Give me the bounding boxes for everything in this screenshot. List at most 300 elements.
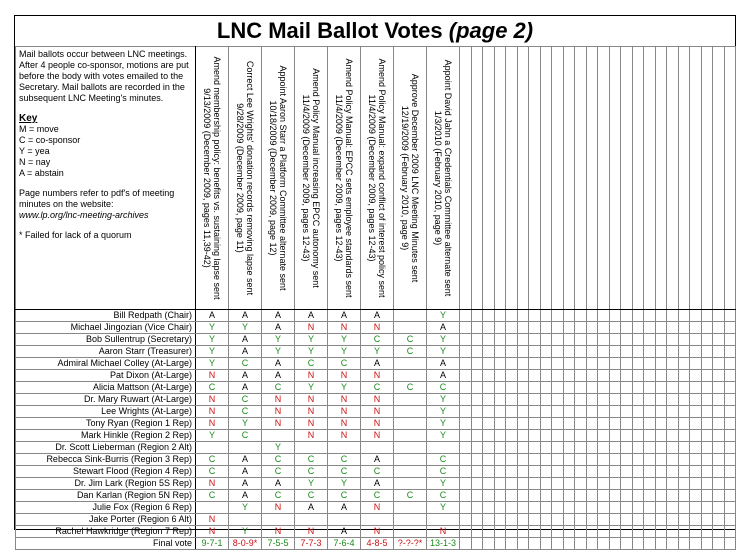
empty-cell (540, 466, 552, 478)
empty-cell (586, 514, 598, 526)
empty-header-cell (621, 47, 633, 310)
empty-cell (598, 478, 610, 490)
empty-cell (575, 418, 587, 430)
empty-cell (586, 442, 598, 454)
vote-cell: A (196, 310, 229, 322)
member-name: Dan Karlan (Region 5N Rep) (16, 490, 196, 502)
empty-cell (517, 478, 529, 490)
vote-cell: N (295, 322, 328, 334)
empty-cell (460, 526, 472, 538)
empty-cell (713, 346, 725, 358)
vote-cell: Y (328, 334, 361, 346)
vote-cell: C (262, 382, 295, 394)
empty-cell (598, 442, 610, 454)
empty-cell (713, 502, 725, 514)
vote-cell: C (394, 490, 427, 502)
empty-cell (483, 430, 495, 442)
empty-cell (598, 430, 610, 442)
empty-cell (575, 442, 587, 454)
empty-cell (632, 526, 644, 538)
vote-cell: N (196, 478, 229, 490)
empty-cell (506, 382, 518, 394)
empty-cell (517, 538, 529, 550)
empty-cell (724, 466, 736, 478)
empty-cell (678, 358, 690, 370)
empty-cell (529, 322, 541, 334)
empty-cell (644, 418, 656, 430)
empty-cell (724, 322, 736, 334)
final-vote-result: 9-7-1 (196, 538, 229, 550)
empty-cell (678, 406, 690, 418)
empty-cell (644, 502, 656, 514)
empty-cell (701, 490, 713, 502)
empty-cell (471, 358, 483, 370)
vote-cell: C (361, 382, 394, 394)
final-vote-result: ?-?-?* (394, 538, 427, 550)
empty-cell (471, 502, 483, 514)
empty-cell (540, 310, 552, 322)
empty-cell (506, 442, 518, 454)
empty-cell (690, 430, 702, 442)
empty-cell (667, 406, 679, 418)
empty-cell (724, 442, 736, 454)
empty-cell (586, 454, 598, 466)
empty-cell (724, 430, 736, 442)
empty-cell (586, 370, 598, 382)
empty-cell (644, 322, 656, 334)
empty-cell (609, 334, 621, 346)
empty-cell (609, 538, 621, 550)
empty-cell (701, 406, 713, 418)
empty-cell (529, 370, 541, 382)
empty-cell (690, 442, 702, 454)
empty-header-cell (552, 47, 564, 310)
empty-cell (724, 454, 736, 466)
vote-cell: C (328, 466, 361, 478)
vote-cell: Y (328, 346, 361, 358)
vote-cell: Y (427, 418, 460, 430)
vote-cell: Y (427, 310, 460, 322)
vote-cell: Y (427, 430, 460, 442)
empty-cell (690, 526, 702, 538)
empty-cell (483, 514, 495, 526)
empty-cell (713, 370, 725, 382)
empty-cell (598, 394, 610, 406)
empty-cell (529, 538, 541, 550)
member-row (16, 310, 736, 322)
empty-cell (598, 310, 610, 322)
vote-cell: N (361, 502, 394, 514)
empty-cell (724, 478, 736, 490)
empty-cell (460, 346, 472, 358)
empty-cell (586, 394, 598, 406)
empty-cell (552, 406, 564, 418)
empty-cell (517, 370, 529, 382)
empty-header-cell (609, 47, 621, 310)
member-row (16, 346, 736, 358)
empty-cell (655, 310, 667, 322)
empty-cell (575, 370, 587, 382)
empty-cell (609, 322, 621, 334)
vote-cell: A (361, 478, 394, 490)
vote-cell: N (361, 526, 394, 538)
key-item-abstain: A = abstain (19, 168, 64, 178)
empty-cell (586, 322, 598, 334)
member-row (16, 406, 736, 418)
empty-cell (655, 370, 667, 382)
vote-cell: Y (196, 334, 229, 346)
title-main: LNC Mail Ballot Votes (216, 18, 443, 43)
final-vote-result: 7-6-4 (328, 538, 361, 550)
empty-cell (540, 406, 552, 418)
empty-cell (598, 382, 610, 394)
empty-cell (644, 310, 656, 322)
empty-cell (678, 370, 690, 382)
empty-cell (586, 490, 598, 502)
vote-cell: N (295, 394, 328, 406)
empty-cell (655, 442, 667, 454)
empty-cell (632, 310, 644, 322)
empty-cell (517, 526, 529, 538)
empty-cell (575, 406, 587, 418)
vote-cell: C (427, 490, 460, 502)
vote-cell: N (262, 502, 295, 514)
vote-cell: Y (262, 334, 295, 346)
empty-cell (713, 334, 725, 346)
empty-cell (575, 382, 587, 394)
vote-cell: C (394, 382, 427, 394)
empty-cell (575, 454, 587, 466)
vote-cell (361, 514, 394, 526)
intro-paragraph: Mail ballots occur between LNC meetings. After 4 people co-sponsor, motions are put before the body with votes emailed to the Secretary. Mail ballots are recorded in the subsequent LNC Meeting's minutes. (19, 49, 189, 103)
empty-cell (517, 406, 529, 418)
empty-cell (460, 454, 472, 466)
vote-cell: A (295, 310, 328, 322)
empty-cell (713, 526, 725, 538)
empty-cell (598, 538, 610, 550)
empty-cell (655, 502, 667, 514)
empty-cell (644, 430, 656, 442)
empty-header-cell (655, 47, 667, 310)
empty-cell (598, 334, 610, 346)
empty-cell (471, 382, 483, 394)
motion-text: Appoint Aaron Starr a Platform Committee alternate sent 10/18/2009 (December 2009, page 12) (268, 65, 288, 291)
empty-cell (563, 430, 575, 442)
empty-cell (552, 538, 564, 550)
empty-cell (598, 514, 610, 526)
empty-cell (586, 526, 598, 538)
empty-cell (655, 418, 667, 430)
empty-cell (667, 454, 679, 466)
empty-cell (529, 382, 541, 394)
empty-cell (724, 490, 736, 502)
vote-cell: C (361, 334, 394, 346)
empty-cell (724, 358, 736, 370)
vote-cell (295, 514, 328, 526)
empty-cell (632, 514, 644, 526)
empty-cell (494, 514, 506, 526)
empty-cell (632, 406, 644, 418)
vote-cell: Y (427, 502, 460, 514)
empty-cell (471, 334, 483, 346)
empty-cell (483, 538, 495, 550)
empty-cell (563, 310, 575, 322)
vote-cell: Y (328, 478, 361, 490)
empty-cell (506, 454, 518, 466)
vote-cell: N (295, 418, 328, 430)
empty-cell (713, 430, 725, 442)
vote-cell (196, 442, 229, 454)
empty-cell (575, 394, 587, 406)
empty-cell (540, 394, 552, 406)
empty-cell (609, 382, 621, 394)
empty-cell (701, 334, 713, 346)
vote-cell: N (196, 514, 229, 526)
empty-cell (563, 394, 575, 406)
vote-cell (262, 430, 295, 442)
empty-cell (690, 382, 702, 394)
member-name: Bob Sullentrup (Secretary) (16, 334, 196, 346)
empty-cell (540, 418, 552, 430)
vote-cell: A (295, 502, 328, 514)
empty-cell (563, 538, 575, 550)
empty-cell (460, 442, 472, 454)
empty-cell (621, 478, 633, 490)
empty-cell (713, 382, 725, 394)
vote-cell: C (427, 466, 460, 478)
empty-cell (644, 346, 656, 358)
empty-cell (494, 478, 506, 490)
vote-cell: A (262, 310, 295, 322)
empty-cell (621, 310, 633, 322)
empty-cell (494, 346, 506, 358)
empty-cell (540, 382, 552, 394)
empty-cell (724, 382, 736, 394)
empty-cell (678, 442, 690, 454)
empty-cell (471, 394, 483, 406)
motion-header (328, 47, 361, 310)
vote-cell: N (328, 394, 361, 406)
empty-cell (632, 382, 644, 394)
member-row (16, 478, 736, 490)
vote-cell (196, 502, 229, 514)
vote-cell: C (361, 490, 394, 502)
empty-cell (506, 502, 518, 514)
empty-cell (575, 526, 587, 538)
empty-cell (563, 346, 575, 358)
vote-cell: Y (229, 418, 262, 430)
empty-cell (575, 538, 587, 550)
empty-cell (529, 406, 541, 418)
empty-cell (621, 538, 633, 550)
vote-cell: Y (229, 502, 262, 514)
empty-cell (460, 370, 472, 382)
empty-header-cell (678, 47, 690, 310)
empty-header-cell (713, 47, 725, 310)
motion-text: Amend Policy Manual increasing EPCC autonomy sent 11/4/2009 (December 2009, pages 12-43) (301, 68, 321, 288)
empty-cell (644, 538, 656, 550)
empty-cell (621, 454, 633, 466)
empty-cell (586, 478, 598, 490)
empty-cell (713, 394, 725, 406)
member-name: Tony Ryan (Region 1 Rep) (16, 418, 196, 430)
empty-cell (529, 466, 541, 478)
empty-cell (655, 490, 667, 502)
empty-cell (552, 442, 564, 454)
member-row (16, 418, 736, 430)
empty-cell (598, 406, 610, 418)
vote-cell (394, 466, 427, 478)
empty-cell (506, 526, 518, 538)
empty-cell (552, 346, 564, 358)
key-heading: Key (19, 113, 38, 124)
empty-cell (471, 370, 483, 382)
vote-cell: Y (229, 322, 262, 334)
vote-cell: A (361, 358, 394, 370)
empty-cell (609, 310, 621, 322)
vote-cell: Y (295, 382, 328, 394)
empty-cell (609, 370, 621, 382)
empty-cell (460, 358, 472, 370)
empty-cell (586, 502, 598, 514)
empty-cell (460, 430, 472, 442)
empty-cell (460, 514, 472, 526)
empty-cell (506, 370, 518, 382)
empty-cell (517, 358, 529, 370)
empty-cell (678, 466, 690, 478)
vote-cell: C (229, 430, 262, 442)
member-name: Rachel Hawkridge (Region 7 Rep) (16, 526, 196, 538)
empty-cell (621, 418, 633, 430)
empty-cell (621, 334, 633, 346)
vote-cell (394, 454, 427, 466)
empty-cell (598, 454, 610, 466)
empty-header-cell (586, 47, 598, 310)
member-name: Bill Redpath (Chair) (16, 310, 196, 322)
vote-cell: Y (196, 430, 229, 442)
empty-cell (655, 394, 667, 406)
vote-cell: C (196, 466, 229, 478)
empty-cell (690, 394, 702, 406)
vote-cell: Y (427, 334, 460, 346)
empty-cell (655, 514, 667, 526)
empty-cell (690, 370, 702, 382)
vote-cell: A (328, 310, 361, 322)
empty-cell (701, 466, 713, 478)
vote-cell: N (295, 406, 328, 418)
empty-cell (713, 478, 725, 490)
empty-cell (632, 466, 644, 478)
vote-cell: N (361, 418, 394, 430)
empty-cell (586, 382, 598, 394)
empty-cell (724, 406, 736, 418)
empty-cell (690, 418, 702, 430)
vote-cell: C (262, 466, 295, 478)
vote-cell (229, 442, 262, 454)
empty-cell (471, 538, 483, 550)
empty-cell (632, 538, 644, 550)
empty-cell (586, 418, 598, 430)
member-row (16, 394, 736, 406)
empty-cell (563, 490, 575, 502)
vote-cell: N (328, 370, 361, 382)
archive-url: www.lp.org/lnc-meeting-archives (19, 210, 149, 220)
vote-cell (427, 514, 460, 526)
empty-cell (506, 334, 518, 346)
key-item-move: M = move (19, 124, 59, 134)
empty-cell (529, 526, 541, 538)
empty-cell (552, 454, 564, 466)
vote-cell: C (427, 382, 460, 394)
vote-cell: N (196, 370, 229, 382)
empty-cell (460, 418, 472, 430)
empty-cell (713, 406, 725, 418)
member-name: Mark Hinkle (Region 2 Rep) (16, 430, 196, 442)
empty-cell (506, 490, 518, 502)
empty-header-cell (667, 47, 679, 310)
pages-note: Page numbers refer to pdf's of meeting minutes on the website: (19, 188, 175, 209)
member-row (16, 502, 736, 514)
empty-cell (598, 370, 610, 382)
vote-cell (229, 514, 262, 526)
member-name: Admiral Michael Colley (At-Large) (16, 358, 196, 370)
empty-cell (632, 502, 644, 514)
empty-cell (690, 322, 702, 334)
vote-cell: Y (262, 346, 295, 358)
member-name: Julie Fox (Region 6 Rep) (16, 502, 196, 514)
vote-cell: C (262, 454, 295, 466)
empty-cell (563, 442, 575, 454)
empty-cell (690, 538, 702, 550)
empty-cell (460, 322, 472, 334)
empty-cell (724, 370, 736, 382)
vote-cell (394, 322, 427, 334)
empty-cell (690, 334, 702, 346)
vote-cell (394, 526, 427, 538)
empty-header-cell (494, 47, 506, 310)
empty-cell (563, 466, 575, 478)
empty-cell (529, 418, 541, 430)
empty-cell (644, 514, 656, 526)
empty-cell (632, 394, 644, 406)
member-name: Stewart Flood (Region 4 Rep) (16, 466, 196, 478)
empty-cell (552, 358, 564, 370)
vote-cell: N (361, 430, 394, 442)
empty-cell (494, 454, 506, 466)
vote-cell (394, 394, 427, 406)
vote-cell: A (361, 454, 394, 466)
empty-cell (575, 358, 587, 370)
motion-text: Approve December 2009 LNC Meeting Minutes sent 12/19/2009 (February 2010, page 9) (400, 73, 420, 283)
empty-cell (471, 346, 483, 358)
empty-cell (540, 526, 552, 538)
empty-cell (540, 454, 552, 466)
empty-cell (690, 310, 702, 322)
vote-cell: N (295, 370, 328, 382)
empty-cell (690, 478, 702, 490)
empty-cell (460, 538, 472, 550)
vote-cell: C (196, 454, 229, 466)
vote-cell (262, 514, 295, 526)
empty-cell (621, 382, 633, 394)
empty-header-cell (460, 47, 472, 310)
vote-cell: N (295, 526, 328, 538)
empty-cell (690, 490, 702, 502)
empty-cell (655, 478, 667, 490)
vote-cell: A (328, 526, 361, 538)
vote-cell: Y (229, 526, 262, 538)
empty-cell (655, 538, 667, 550)
